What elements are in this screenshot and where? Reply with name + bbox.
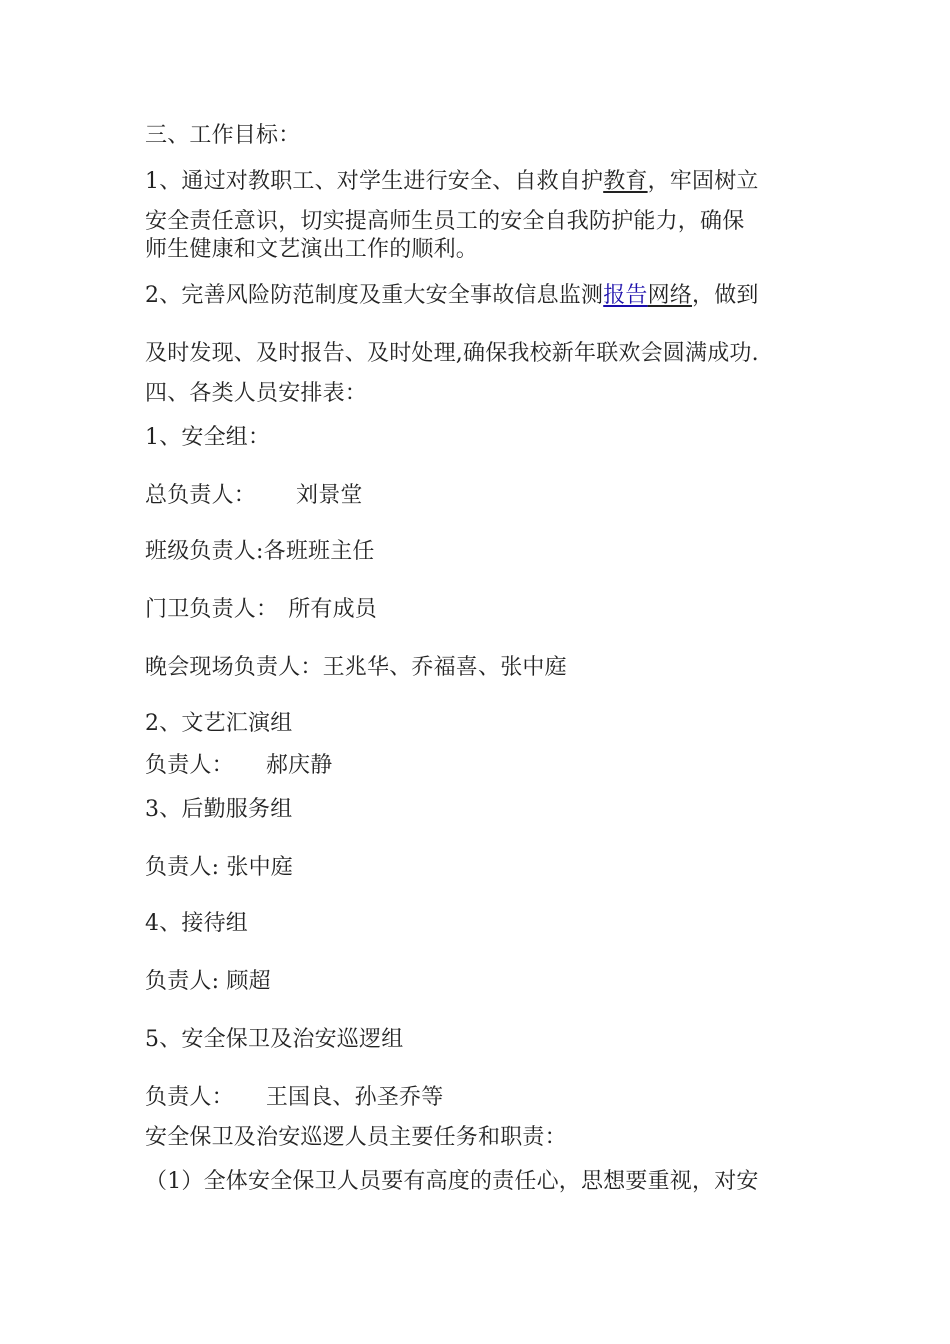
gate-lead-label: 门卫负责人： xyxy=(145,597,279,622)
group-1-title: 1、安全组： xyxy=(145,425,271,450)
group-4-lead: 负责人: 顾超 xyxy=(145,969,271,994)
goal-1-line-1 xyxy=(145,168,759,196)
group-5-lead-name: 王国良、孙圣乔等 xyxy=(265,1085,444,1110)
report-link[interactable]: 报告 xyxy=(603,283,648,308)
group-1-gate-lead xyxy=(145,596,377,624)
section-heading-goals: 三、工作目标： xyxy=(145,123,301,148)
group-5-title: 5、安全保卫及治安巡逻组 xyxy=(145,1027,404,1052)
goal-2-line-2: 及时发现、及时报告、及时处理,确保我校新年联欢会圆满成功. xyxy=(145,341,759,366)
underlined-word-network: 网络 xyxy=(647,283,693,308)
overall-lead-label: 总负责人： xyxy=(145,483,257,508)
group-1-overall-lead xyxy=(145,482,363,510)
group-4-title: 4、接待组 xyxy=(145,911,248,936)
group-2-title: 2、文艺汇演组 xyxy=(145,711,293,736)
goal-2-line-1 xyxy=(145,282,759,310)
duties-heading: 安全保卫及治安巡逻人员主要任务和职责： xyxy=(145,1125,567,1150)
goal-1-line-3: 师生健康和文艺演出工作的顺利。 xyxy=(145,237,479,262)
overall-lead-name: 刘景堂 xyxy=(296,483,363,508)
group-2-lead xyxy=(145,752,332,780)
group-2-lead-name: 郝庆静 xyxy=(265,753,333,778)
goal-1-text: 1、通过对教职工、对学生进行安全、自救自护 xyxy=(145,169,604,194)
duty-1-line: （1）全体安全保卫人员要有高度的责任心，思想要重视，对安 xyxy=(145,1169,759,1194)
goal-1-text-end: ，牢固树立 xyxy=(647,169,759,194)
goal-2-text: 2、完善风险防范制度及重大安全事故信息监测 xyxy=(145,283,604,308)
goal-1-line-2: 安全责任意识，切实提高师生员工的安全自我防护能力，确保 xyxy=(145,209,745,234)
goal-2-text-end: ，做到 xyxy=(692,283,759,308)
group-1-venue-lead: 晚会现场负责人：王兆华、乔福喜、张中庭 xyxy=(145,655,567,680)
group-3-lead: 负责人: 张中庭 xyxy=(145,855,294,880)
section-heading-staff: 四、各类人员安排表： xyxy=(145,381,368,406)
group-3-title: 3、后勤服务组 xyxy=(145,797,293,822)
group-5-lead xyxy=(145,1084,443,1112)
underlined-word-education: 教育 xyxy=(603,169,648,194)
group-2-lead-label: 负责人： xyxy=(145,753,234,778)
group-5-lead-label: 负责人： xyxy=(145,1085,234,1110)
gate-lead-name: 所有成员 xyxy=(288,597,378,622)
group-1-class-lead: 班级负责人:各班班主任 xyxy=(145,539,375,564)
